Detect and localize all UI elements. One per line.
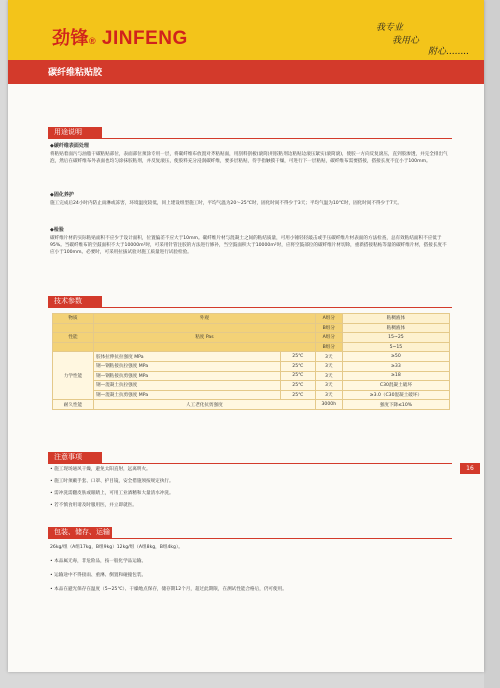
page-edge-shadow [484,0,500,688]
table-cell: 强度下降≤10% [342,400,449,410]
table-cell: 5~15 [342,342,449,352]
slogan-line1: 我专业 [376,23,404,33]
table-cell: 外观 [94,314,316,324]
section-notes-title: 注意事项 [48,452,102,463]
table-cell: B组分 [315,323,342,333]
table-cell: 钢—混凝土抗剪强度 MPa [94,390,281,400]
section-divider [48,538,452,539]
table-cell: C30混凝土破坏 [342,381,449,391]
table-row [53,323,450,333]
table-cell: 3天 [315,390,342,400]
page-number: 16 [460,463,480,474]
table-cell: ≥33 [342,361,449,371]
table-cell: 粘稠液体 [342,323,449,333]
table-row [53,361,450,371]
table-cell: 性能 [53,333,94,343]
brand-logo: 劲锋® JINFENG [52,28,188,49]
table-row [53,333,450,343]
table-cell: 钢—钢粘接抗剪强度 MPa [94,371,281,381]
table-cell: 耐久性能 [53,400,94,410]
paragraph-inspection: 碳纤维片材的实际粘贴面积不应少于设计面积，位置偏差不应大于10mm。碳纤维片材与混凝土之间的粘结质量，可用小锤轻轻敲击或手压碳纤维片材表面的方法检查，总有效粘结面积不应低于95%。当碳纤维布的空鼓面积不大于10000m²时，可采用针管注胶的方法进行修补，当空鼓面积大于10000m²时，应将空鼓部位的碳纤维片材切除，重新搭接粘帖等量的碳纤维片材，搭接长度不应小于100mm。必要时，可采用拉拔试验对施工质量进行试验检验。 [50,236,447,256]
table-cell: 钢—混凝土抗拉强度 [94,381,281,391]
table-cell: 25℃ [280,381,315,391]
packaging-item: • 本品属无毒，非危险品，按一般化学品运输。 [50,559,147,564]
table-cell [53,323,94,333]
table-cell: 25℃ [280,352,315,362]
slogan-line3: 附心........ [428,47,469,57]
section-divider [48,307,452,308]
section-packaging-title: 包装、储存、运输 [48,527,112,538]
packaging-item: • 运输途中不得接雨、重淋、倒置和碰撞包装。 [50,573,147,578]
table-cell: 3天 [315,371,342,381]
table-cell [94,323,316,333]
table-cell: 3天 [315,361,342,371]
table-cell: 物质 [53,314,94,324]
table-row [53,371,450,381]
table-cell: 力学性能 [53,352,94,400]
table-cell: 25℃ [280,371,315,381]
subheading-curing: ◆固化养护 [50,192,74,198]
table-cell [53,342,94,352]
section-specs-title: 技术参数 [48,296,102,307]
brochure-page [8,0,484,672]
table-row [53,342,450,352]
table-cell: B组分 [315,342,342,352]
table-row [53,390,450,400]
table-cell: 人工老化抗剪强度 [94,400,316,410]
table-cell: 25℃ [280,390,315,400]
table-cell: A组分 [315,333,342,343]
packaging-item: 26kg/组（A组17kg，B组9kg）12kg/组（A组8kg，B组4kg）。 [50,545,183,550]
table-cell: 胶体拉伸抗拉强度 MPa [94,352,281,362]
table-row [53,352,450,362]
paragraph-curing: 施工完成后24小时内防止雨淋或冻害，环境温度较低，同上建设组型施工时，平均气温为20～25℃时，固化时间不得少于3天；平均气温为10℃时，固化时间不得少于7天。 [50,201,402,206]
table-cell: ≥18 [342,371,449,381]
table-cell: 粘稠液体 [342,314,449,324]
table-cell: 3天 [315,352,342,362]
table-row [53,314,450,324]
note-item: • 施工时须戴手套、口罩、护目镜，安全措施须按规定执行。 [50,479,174,484]
table-cell [94,342,316,352]
table-cell: 3000h [315,400,342,410]
brand-en: JINFENG [101,28,188,49]
section-usage-title: 用途说明 [48,127,102,138]
spec-table [52,313,450,410]
table-cell: 粘度 Pas [94,333,316,343]
slogan-line2: 我用心 [392,36,420,46]
table-cell: 3天 [315,381,342,391]
note-item: • 若不慎食用请及时服用医，并立即就医。 [50,503,137,508]
note-item: • 施工现场通风干燥，避免太阳直射，远离明火。 [50,467,151,472]
table-row [53,381,450,391]
table-cell: 钢—钢粘接抗拉强度 MPa [94,361,281,371]
paragraph-surface: 将粘贴着面污与油脂干碳粘贴部位，表面部位须涂专用一层，将碳纤维布放置对齐粘贴面，用刮料刮板(滚筒)用胶粘剂边粘贴边滚压紧实(滚筒滚)，使胶一方向反复滚压，直到胶渗透，并完全排出气泡，然后在碳纤维布外表面也均匀涂抹胶粘剂，并反复滚压，使胶料充分浸润碳纤维，要多层粘贴，待手指触摸干燥，可进行下一层粘贴，碳纤维布需要搭接，搭接长度不宜小于100mm。 [50,152,448,165]
table-cell: 15~25 [342,333,449,343]
packaging-item: • 本品在避光保存在温度（5~25℃）、干燥地点保存，储存期12个月，超过此期限，在测试性能合格后，仍可使用。 [50,587,287,592]
product-title: 碳纤维粘贴胶 [48,68,103,78]
brand-cn: 劲锋 [52,28,89,48]
subheading-surface: ◆碳纤维表面处理 [50,143,89,149]
table-cell: A组分 [315,314,342,324]
table-cell: ≥50 [342,352,449,362]
section-divider [48,138,452,139]
table-row [53,400,450,410]
table-cell: ≥3.0（C30混凝土破坏） [342,390,449,400]
subheading-inspection: ◆检验 [50,227,64,233]
table-cell: 25℃ [280,361,315,371]
note-item: • 需冲洗需翻皮肤或眼睛上，可用工业酒精和大量清水冲洗。 [50,491,174,496]
section-divider [48,463,452,464]
